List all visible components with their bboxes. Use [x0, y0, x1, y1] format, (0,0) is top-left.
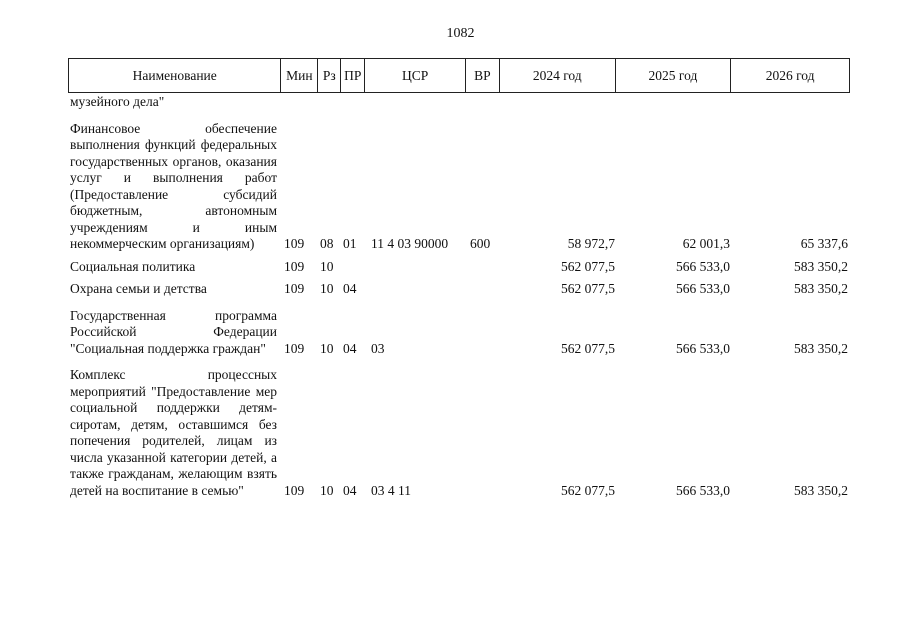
- table-row: [68, 121, 850, 253]
- row-rz: 10: [320, 258, 334, 274]
- row-2025: 566 533,0: [676, 258, 730, 274]
- row-name: Охрана семьи и детства: [70, 281, 207, 296]
- row-rz: 10: [320, 281, 334, 296]
- row-pr: 04: [343, 281, 357, 296]
- row-2024: 562 077,5: [561, 258, 615, 274]
- row-rz: 08: [320, 236, 334, 251]
- table-row: [68, 94, 850, 111]
- header-vr: ВР: [466, 59, 500, 92]
- row-csr: 03: [371, 340, 385, 356]
- row-pr: 01: [343, 236, 357, 251]
- row-vr: 600: [470, 236, 491, 251]
- row-name: Комплекс процессных мероприятий "Предоставление мер социальной поддержки детям-сиротам, детям, оставшимся без попечения родителей, лицам из числа указанной категории детей, а также гражданам, желающим взять детей на воспитание в семью": [70, 367, 277, 498]
- row-2025: 566 533,0: [676, 281, 730, 296]
- row-name: музейного дела": [70, 94, 165, 109]
- row-2026: 583 350,2: [794, 482, 848, 498]
- row-2025: 566 533,0: [676, 482, 730, 498]
- row-name: Государственная программа Российской Федерации "Социальная поддержка граждан": [70, 307, 277, 356]
- header-2026: 2026 год: [765, 67, 815, 83]
- table-body: [68, 94, 850, 505]
- header-2024: 2024 год: [500, 59, 616, 92]
- header-rz: Рз: [318, 59, 341, 92]
- row-name: Социальная политика: [70, 258, 196, 274]
- table-row: [68, 367, 850, 499]
- row-pr: 04: [343, 482, 357, 498]
- table-row: [68, 259, 850, 276]
- row-2025: 62 001,3: [682, 236, 730, 251]
- row-min: 109: [284, 340, 305, 356]
- row-2026: 583 350,2: [794, 281, 848, 296]
- row-min: 109: [284, 236, 305, 251]
- header-csr: ЦСР: [365, 59, 466, 92]
- row-2024: 562 077,5: [561, 340, 615, 356]
- header-name: Наименование: [69, 59, 281, 92]
- row-min: 109: [284, 482, 305, 498]
- header-pr: ПР: [341, 59, 365, 92]
- row-csr: 11 4 03 90000: [371, 236, 449, 251]
- table-header: [68, 58, 850, 93]
- row-2025: 566 533,0: [676, 340, 730, 356]
- row-2024: 58 972,7: [567, 236, 615, 251]
- row-csr: 03 4 11: [371, 482, 411, 498]
- header-2025: 2025 год: [616, 59, 732, 92]
- page-number: 1082: [446, 26, 475, 41]
- table-row: [68, 281, 850, 298]
- row-min: 109: [284, 258, 305, 274]
- row-2024: 562 077,5: [561, 281, 615, 296]
- table-row: [68, 308, 850, 358]
- row-2024: 562 077,5: [561, 482, 615, 498]
- row-2026: 65 337,6: [800, 236, 848, 251]
- row-pr: 04: [343, 340, 357, 356]
- row-rz: 10: [320, 340, 334, 356]
- row-2026: 583 350,2: [794, 258, 848, 274]
- header-min: Мин: [281, 59, 318, 92]
- row-2026: 583 350,2: [794, 340, 848, 356]
- row-rz: 10: [320, 482, 334, 498]
- row-min: 109: [284, 281, 305, 296]
- row-name: Финансовое обеспечение выполнения функций федеральных государственных органов, оказания услуг и выполнения работ (Предоставление субсидий бюджетным, автономным учреждениям и иным некоммерческим организациям): [70, 120, 277, 251]
